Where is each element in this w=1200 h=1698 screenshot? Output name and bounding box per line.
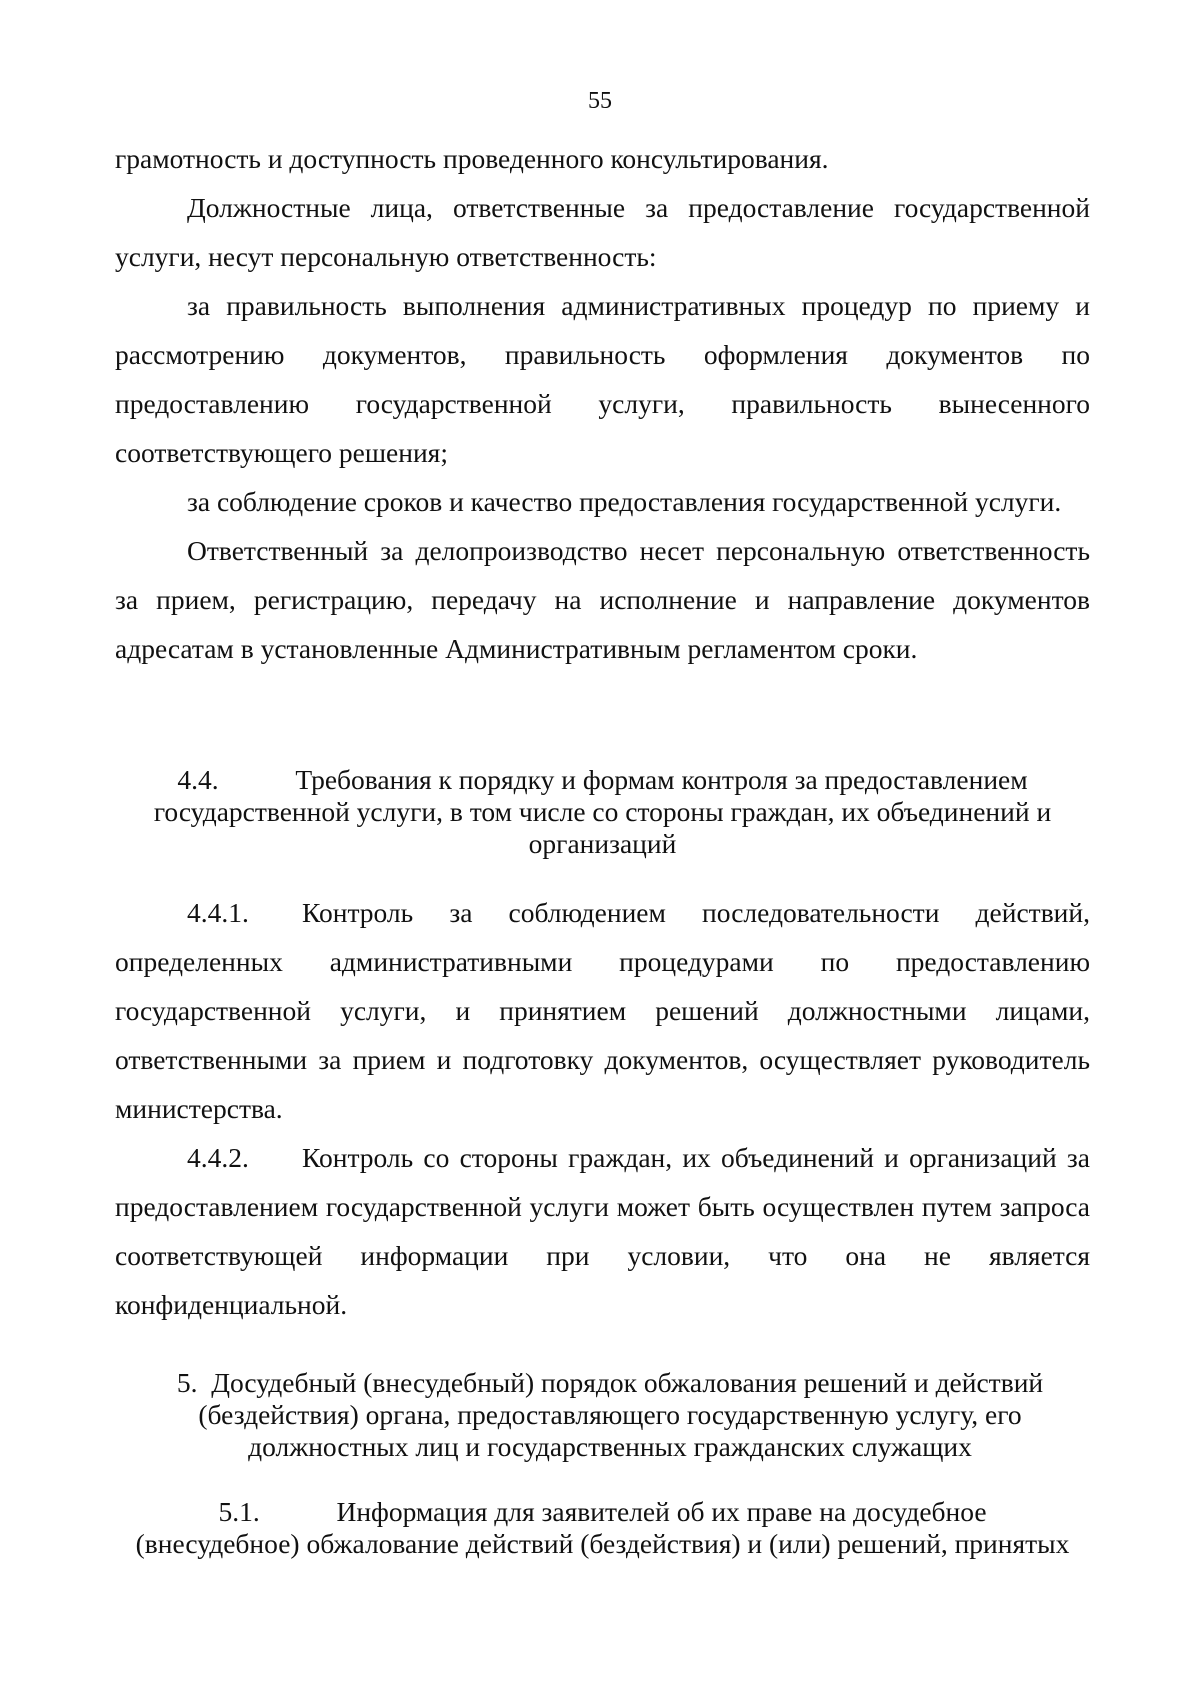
paragraph-officials-responsibility: Должностные лица, ответственные за предоставление государственной услуги, несут персональную ответственность:: [115, 192, 1090, 272]
paragraph-consulting: грамотность и доступность проведенного консультирования.: [115, 143, 829, 174]
heading-4-4-line2: государственной услуги, в том числе со стороны граждан, их объединений и: [153, 796, 1052, 827]
paragraph-records-office: Ответственный за делопроизводство несет персональную ответственность за прием, регистрацию, передачу на исполнение и направление документов адресатам в установленные Административным регламентом сроки.: [115, 535, 1090, 664]
heading-5-line2: (бездействия) органа, предоставляющего государственную услугу, его: [198, 1399, 1022, 1430]
heading-4-4-line3: организаций: [528, 828, 677, 859]
heading-5-1-number: 5.1.: [218, 1496, 260, 1527]
paragraph-deadlines-quality: за соблюдение сроков и качество предоставления государственной услуги.: [187, 486, 1062, 517]
paragraph-4-4-1: 4.4.1. Контроль за соблюдением последовательности действий, определенных административными процедурами по предоставлению государственной услуги, и принятием решений должностными лицами, ответственными за прием и подготовку документов, осуществляет руководитель министерства.: [115, 888, 1090, 1133]
paragraph-4-4-2-number: 4.4.2.: [187, 1142, 249, 1173]
paragraph-4-4-2: 4.4.2. Контроль со стороны граждан, их объединений и организаций за предоставлением государственной услуги может быть осуществлен путем запроса соответствующей информации при условии, что она не является конфиденциальной.: [115, 1133, 1090, 1329]
section-heading-5: [140, 1367, 1080, 1463]
heading-5-1-line2: (внесудебное) обжалование действий (бездействия) и (или) решений, принятых: [135, 1528, 1070, 1559]
body-block-2: [115, 888, 1090, 1329]
section-heading-4-4: [115, 764, 1090, 860]
section-heading-5-1: [115, 1496, 1090, 1560]
heading-4-4-number: 4.4.: [177, 764, 219, 795]
heading-5-line3: должностных лиц и государственных гражданских служащих: [248, 1431, 972, 1462]
heading-5-line1: 5. Досудебный (внесудебный) порядок обжалования решений и действий: [176, 1367, 1044, 1398]
heading-4-4-line1: 4.4. Требования к порядку и формам контроля за предоставлением: [177, 764, 1028, 795]
heading-5-number: 5.: [176, 1367, 198, 1398]
body-block-1: [115, 134, 1090, 673]
paragraph-4-4-1-number: 4.4.1.: [187, 897, 249, 928]
heading-5-1-line1: 5.1. Информация для заявителей об их праве на досудебное: [218, 1496, 987, 1527]
page-number: 55: [588, 88, 612, 114]
paragraph-procedures-correctness: за правильность выполнения административных процедур по приему и рассмотрению документов, правильность оформления документов по предоставлению государственной услуги, правильность вынесенного соответствующего решения;: [115, 290, 1090, 468]
